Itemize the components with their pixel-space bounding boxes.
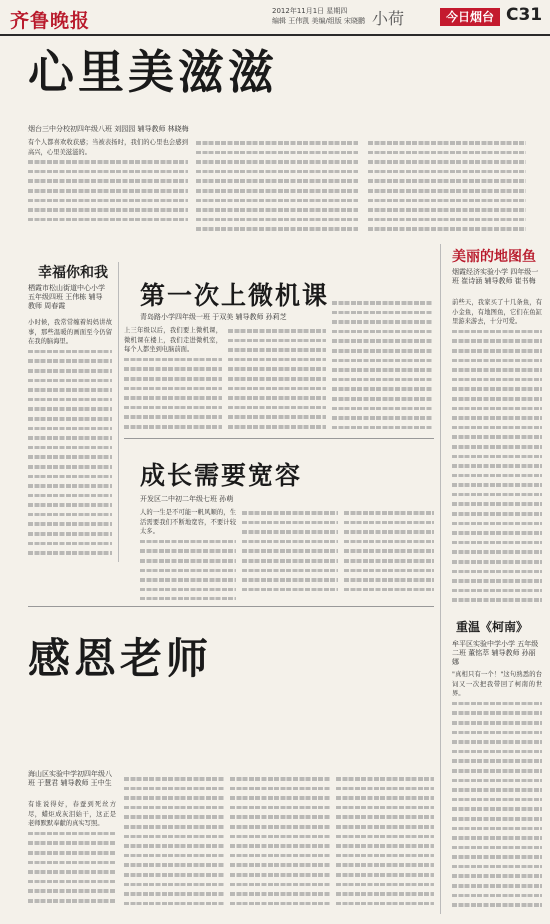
article-body — [28, 318, 112, 566]
section-rule — [28, 606, 434, 607]
article-byline: 开发区二中初二年级七班 孙萌 — [140, 495, 234, 503]
section-name: 小荷 — [372, 9, 405, 28]
article-body — [140, 508, 236, 600]
article-body — [124, 326, 222, 434]
article-body — [28, 138, 188, 236]
article-body-col3 — [368, 138, 526, 236]
sidebar-byline: 牟平区实验中学小学 五年级二班 董铭萃 辅导教师 孙丽娜 — [452, 640, 539, 666]
sidebar-first-line: "真相只有一个！"这句熟悉的台词又一次把我带回了柯南的世界。 — [452, 671, 542, 698]
header-meta — [272, 6, 365, 26]
article-body — [28, 800, 116, 914]
article-title-xingfu: 幸福你和我 — [38, 265, 108, 281]
article-title-weijike: 第一次上微机课 — [140, 281, 330, 310]
article-title-kuanrong: 成长需要宽容 — [140, 461, 303, 490]
article-byline: 海山区实验中学初四年级八班 于慧君 辅导教师 王中生 — [28, 770, 112, 787]
sidebar-title-kenan: 重温《柯南》 — [456, 620, 529, 634]
sidebar-first-line: 前些天，我家买了十几条鱼，有小金鱼，有地图鱼，它们在鱼缸里游来游去，十分可爱。 — [452, 299, 542, 326]
article-first-line: 小时候，我常常缠着妈妈讲故事，那些温暖的画面至今仍留在我的脑海里。 — [28, 319, 112, 346]
article-byline: 青岛路小学四年级一班 于双美 辅导教师 孙莉芝 — [140, 313, 287, 321]
article-first-line: 有个人都喜欢收获感；当被表扬时，我们的心里也会感到高兴，心里美滋滋的。 — [28, 139, 188, 156]
article-first-line: 上三年级以后，我们要上微机课，微机课在楼上，我们走进微机室，每个人都坐到电脑前面。 — [124, 327, 222, 354]
page-header — [0, 0, 550, 36]
sidebar-byline: 烟霞经济实验小学 四年级一班 崔诗涵 辅导教师 崔书梅 — [452, 268, 539, 285]
section-rule — [124, 438, 434, 439]
paper-tag: 今日烟台 — [440, 8, 500, 26]
article-title-ganen: 感恩老师 — [28, 634, 213, 683]
article-body-col2 — [242, 508, 338, 600]
article-body-col3 — [230, 774, 330, 914]
newspaper-logo: 齐鲁晚报 — [10, 10, 91, 32]
sidebar-body — [452, 298, 542, 610]
article-body-col4 — [336, 774, 434, 914]
editor-credits: 编辑 王伟凯 美编/组版 宋晓鹏 — [272, 17, 366, 25]
sidebar-body — [452, 670, 542, 914]
article-body-col3 — [344, 508, 434, 600]
article-byline: 栖霞市松山街道中心小学 五年级四班 王伟栋 辅导教师 周春霞 — [28, 284, 105, 310]
article-body-col3 — [332, 298, 432, 434]
article-body-col2 — [124, 774, 224, 914]
page-number: C31 — [506, 5, 543, 25]
column-rule — [118, 262, 119, 562]
issue-date: 2012年11月1日 星期四 — [272, 7, 348, 15]
article-byline: 烟台三中分校初四年级八班 刘园园 辅导教师 林晓梅 — [28, 125, 189, 133]
article-body-col2 — [196, 138, 358, 236]
article-body-col2 — [228, 326, 326, 434]
sidebar-title-ditu: 美丽的地图鱼 — [452, 249, 536, 265]
article-first-line: 有谁说得好，春蚕到死丝方尽，蜡炬成灰泪始干，这正是老师默默奉献的真实写照。 — [28, 801, 116, 828]
article-first-line: 人的一生是不可能一帆风顺的，生活需要我们不断地宽容，不要计较太多。 — [140, 509, 236, 536]
sidebar-rule — [440, 244, 441, 914]
article-title-xinlimeizizi: 心里美滋滋 — [28, 45, 278, 99]
